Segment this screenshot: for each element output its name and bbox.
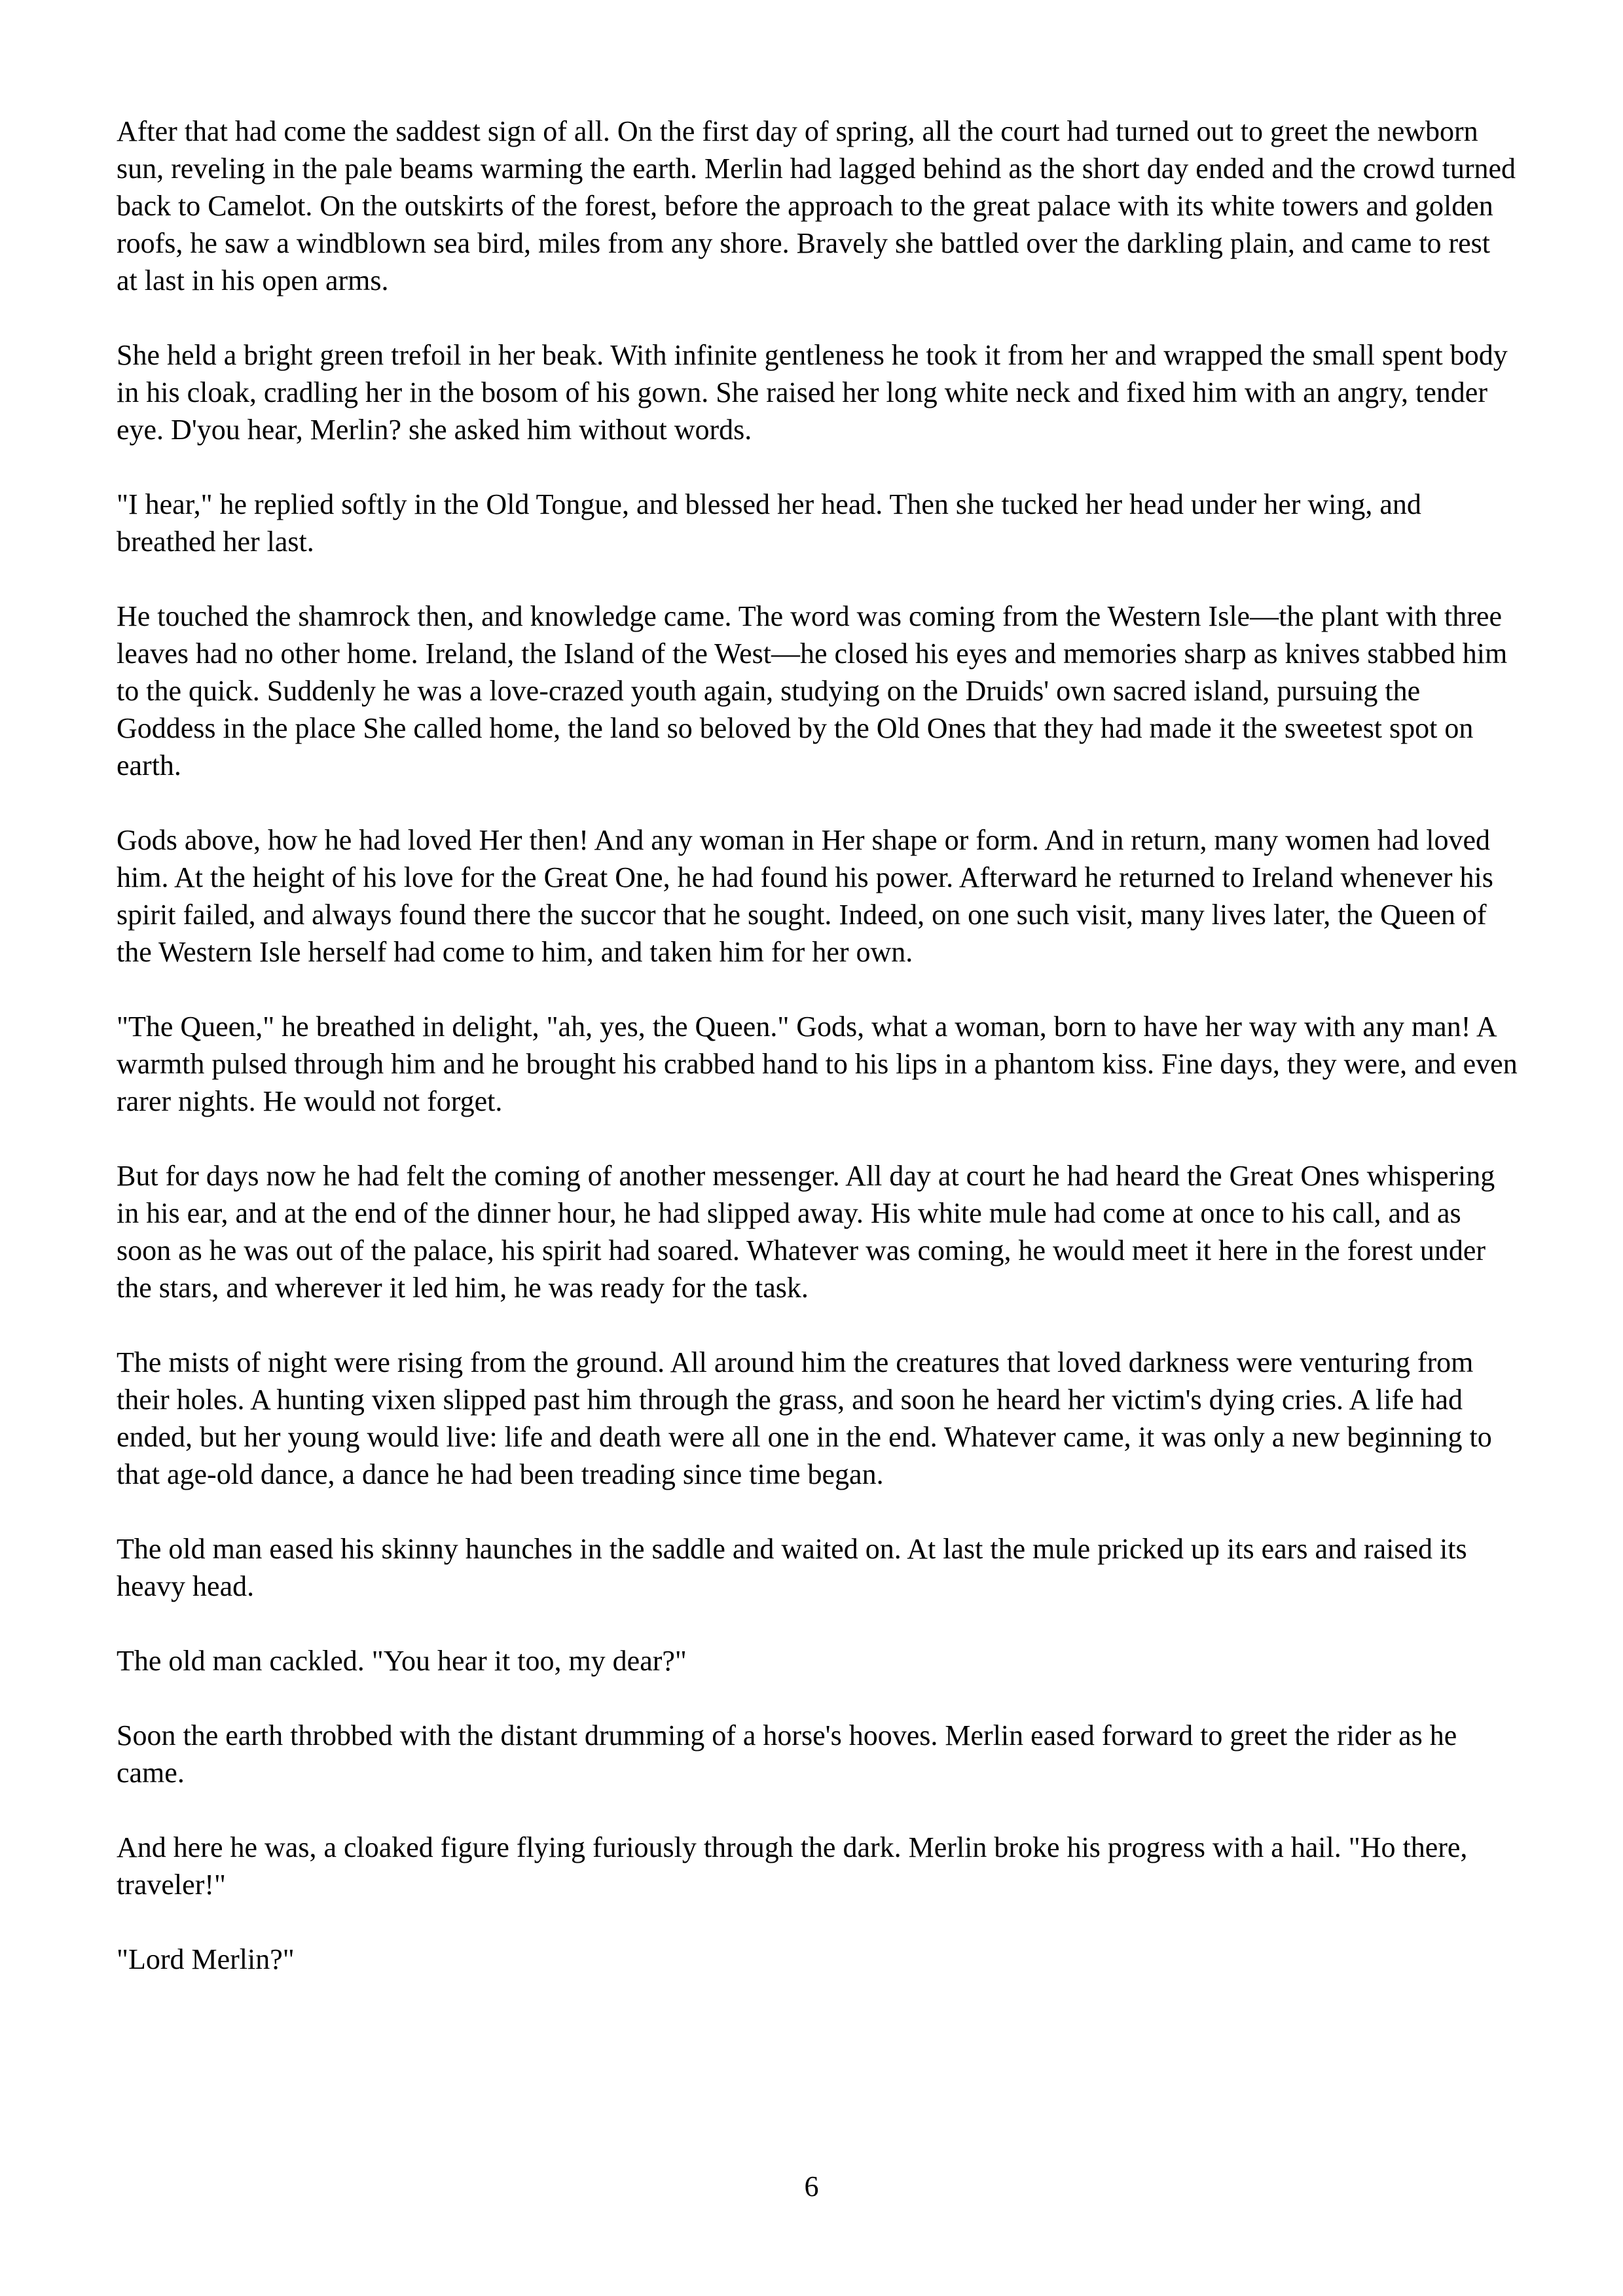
paragraph-4: He touched the shamrock then, and knowledge came. The word was coming from the Western Isle—the plant with three leaves had no other home. Ireland, the Island of the West—he closed his eyes and memories sharp as knives stabbed him to the quick. Suddenly he was a love-crazed youth again, studying on the Druids' own sacred island, pursuing the Goddess in the place She called home, the land so beloved by the Old Ones that they had made it the sweetest spot on earth. [117, 600, 1508, 781]
paragraph-9: The old man eased his skinny haunches in the saddle and waited on. At last the mule pricked up its ears and raised its heavy head. [117, 1533, 1467, 1602]
paragraph-8: The mists of night were rising from the ground. All around him the creatures that loved darkness were venturing from their holes. A hunting vixen slipped past him through the grass, and soon he heard her victim's dying cries. A life had ended, but her young would live: life and death were all one in the end. Whatever came, it was only a new beginning to that age-old dance, a dance he had been treading since time began. [117, 1346, 1492, 1490]
paragraph-5: Gods above, how he had loved Her then! And any woman in Her shape or form. And in return, many women had loved him. At the height of his love for the Great One, he had found his power. Afterward he returned to Ireland whenever his spirit failed, and always found there the succor that he sought. Indeed, on one such visit, many lives later, the Queen of the Western Isle herself had come to him, and taken him for her own. [117, 824, 1493, 968]
paragraph-13: "Lord Merlin?" [117, 1943, 295, 1975]
paragraph-2: She held a bright green trefoil in her beak. With infinite gentleness he took it from her and wrapped the small spent body in his cloak, cradling her in the bosom of his gown. She raised her long white neck and fixed him with an angry, tender eye. D'you hear, Merlin? she asked him without words. [117, 339, 1508, 446]
paragraph-11: Soon the earth throbbed with the distant drumming of a horse's hooves. Merlin eased forward to greet the rider as he came. [117, 1719, 1457, 1789]
paragraph-10: The old man cackled. "You hear it too, my dear?" [117, 1645, 687, 1677]
page-number: 6 [804, 2170, 819, 2202]
paragraph-7: But for days now he had felt the coming of another messenger. All day at court he had heard the Great Ones whispering in his ear, and at the end of the dinner hour, he had slipped away. His white mule had come at once to his call, and as soon as he was out of the palace, his spirit had soared. Whatever was coming, he would meet it here in the forest under the stars, and wherever it led him, he was ready for the task. [117, 1160, 1495, 1304]
paragraph-3: "I hear," he replied softly in the Old Tongue, and blessed her head. Then she tucked her head under her wing, and breathed her last. [117, 488, 1421, 558]
body-text [117, 113, 1518, 2015]
paragraph-6: "The Queen," he breathed in delight, "ah, yes, the Queen." Gods, what a woman, born to have her way with any man! A warmth pulsed through him and he brought his crabbed hand to his lips in a phantom kiss. Fine days, they were, and even rarer nights. He would not forget. [117, 1011, 1518, 1117]
paragraph-1: After that had come the saddest sign of all. On the first day of spring, all the court had turned out to greet the newborn sun, reveling in the pale beams warming the earth. Merlin had lagged behind as the short day ended and the crowd turned back to Camelot. On the outskirts of the forest, before the approach to the great palace with its white towers and golden roofs, he saw a windblown sea bird, miles from any shore. Bravely she battled over the darkling plain, and came to rest at last in his open arms. [117, 115, 1516, 296]
paragraph-12: And here he was, a cloaked figure flying furiously through the dark. Merlin broke his progress with a hail. "Ho there, traveler!" [117, 1831, 1468, 1901]
